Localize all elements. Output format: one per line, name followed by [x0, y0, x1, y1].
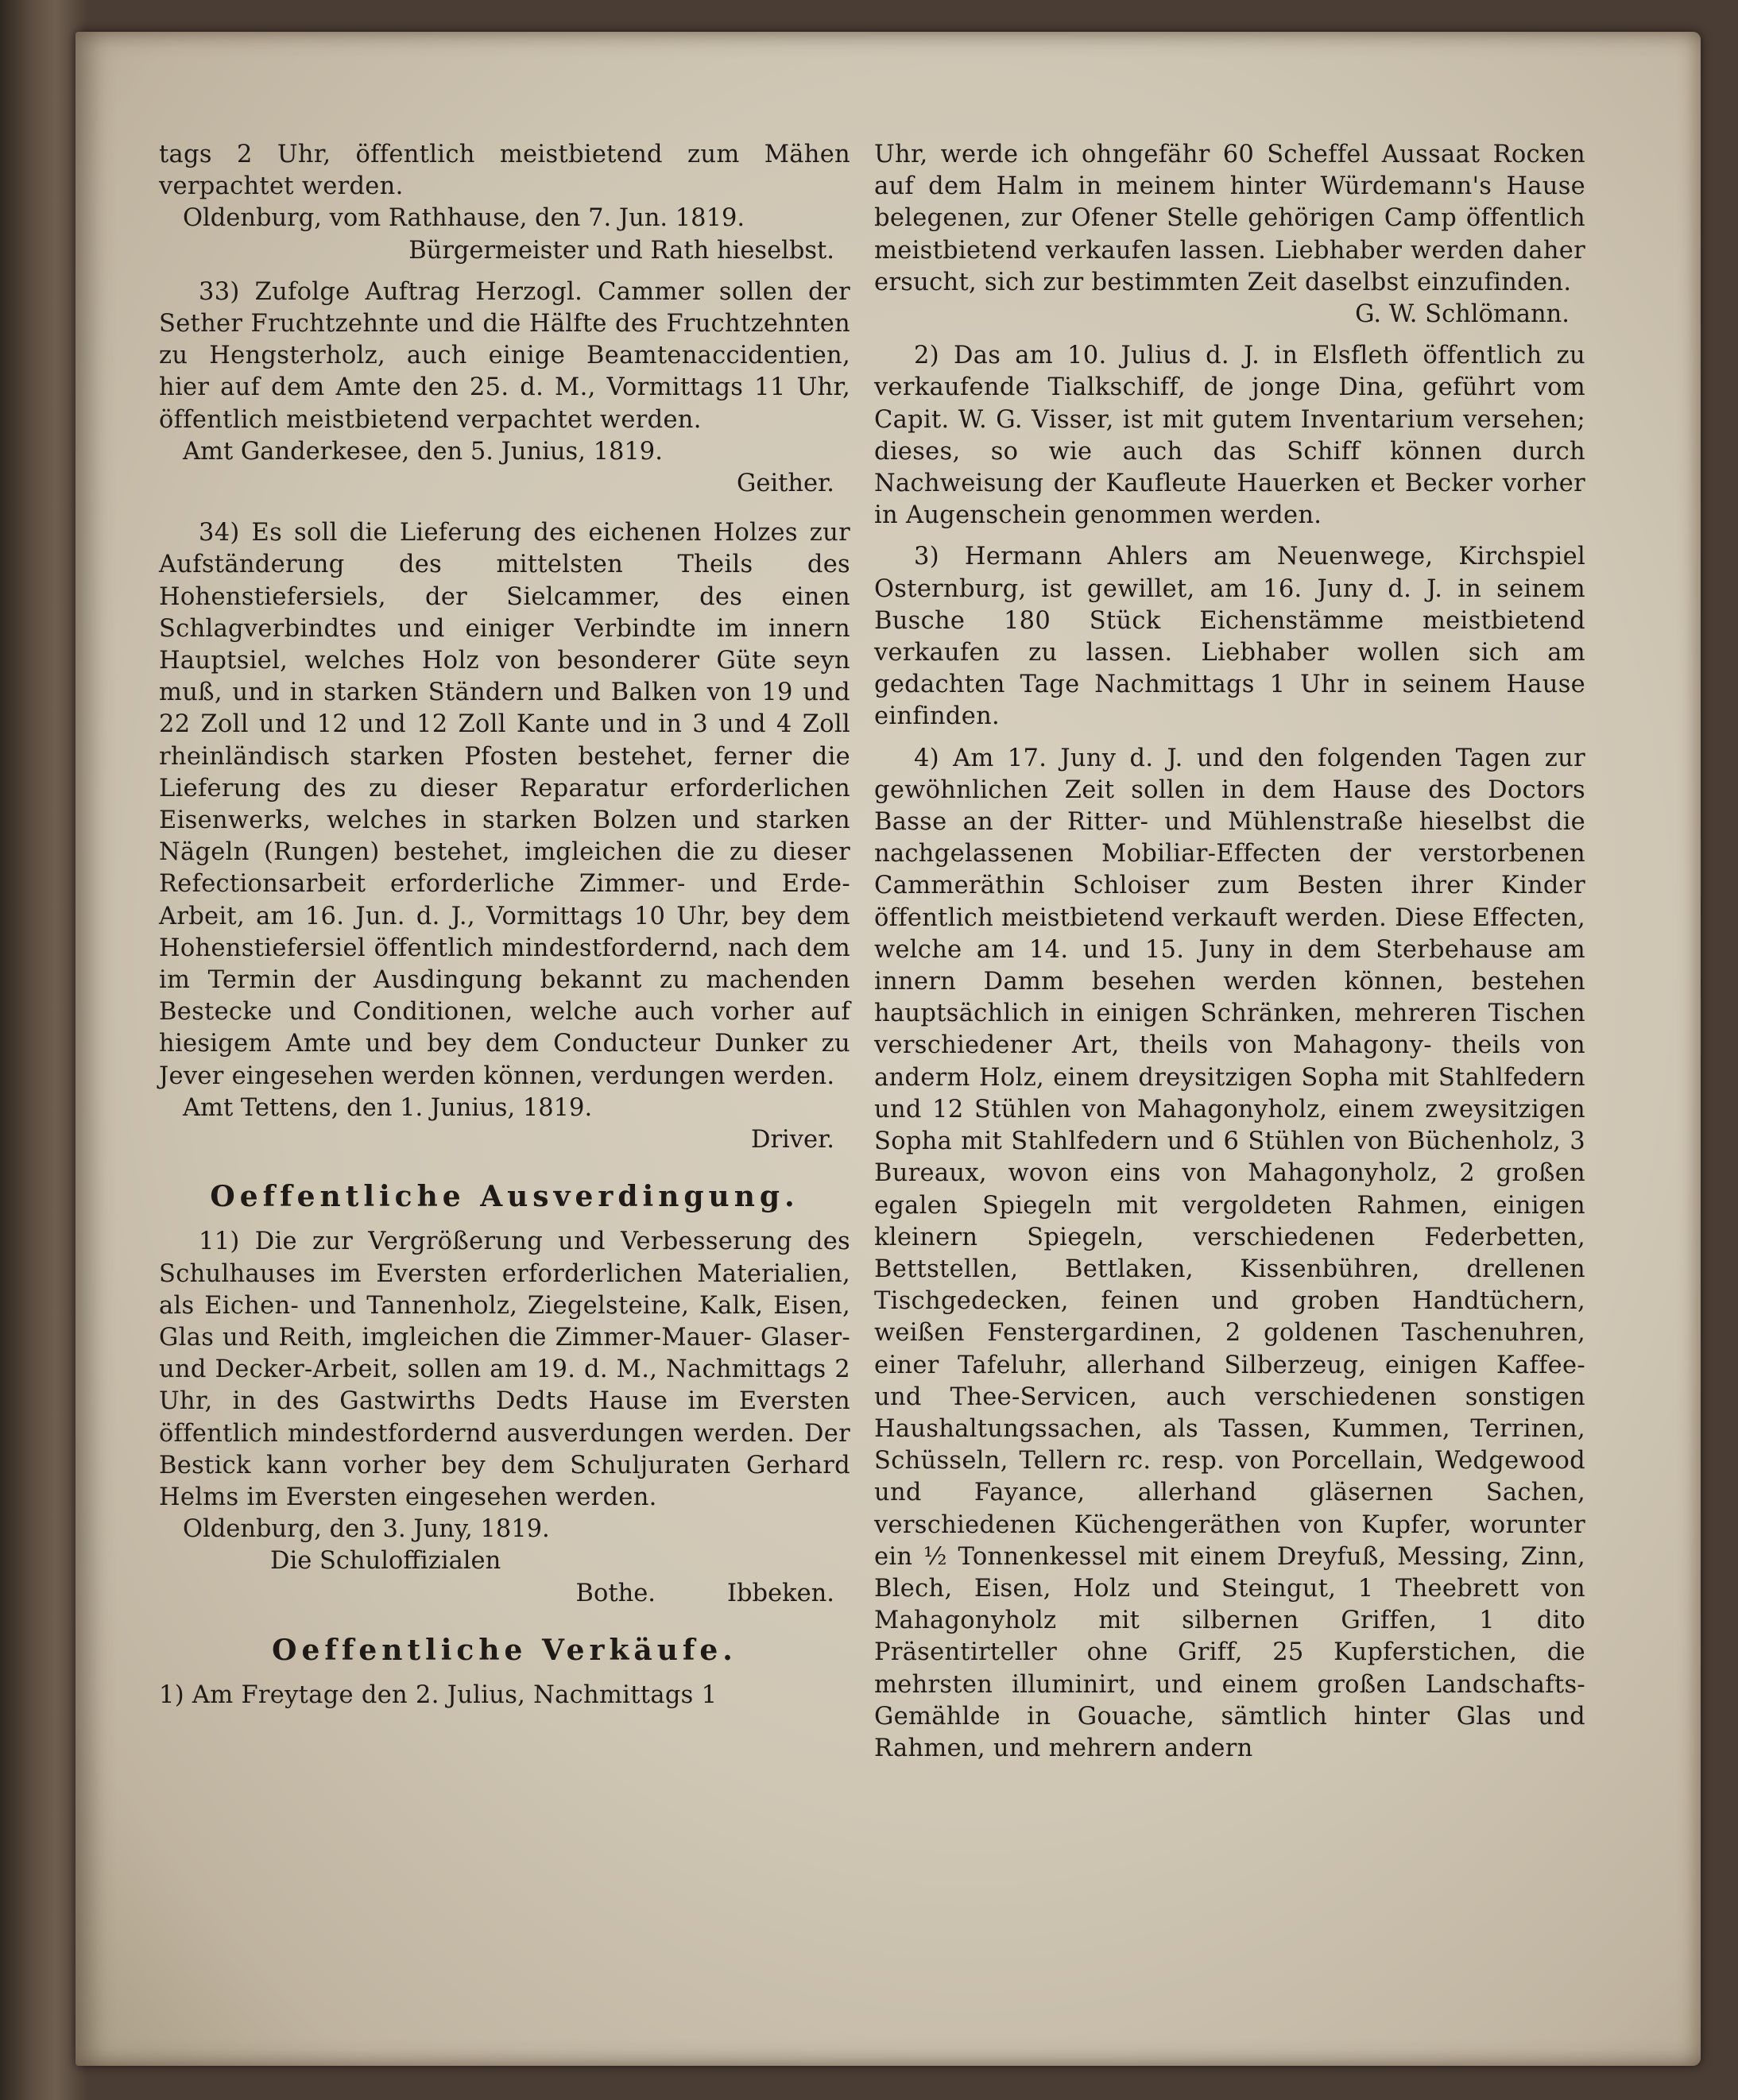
notice-4: 4) Am 17. Juny d. J. und den folgenden Tagen zur gewöhnlichen Zeit sollen in dem Hause des Doctors Basse an der Ritter- und Mühlenstraße hieselbst die nachgelassenen Mobiliar-Effecten der verstorbenen Cammeräthin Schloiser zum Besten ihrer Kinder öffentlich meistbietend verkauft werden. Diese Effecten, welche am 14. und 15. Juny in dem Sterbehause am innern Damm besehen werden können, bestehen hauptsächlich in einigen Schränken, mehreren Tischen verschiedener Art, theils von Mahagony- theils von anderm Holz, einem dreysitzigen Sopha mit Stahlfedern und 12 Stühlen von Mahagonyholz, einem zweysitzigen Sopha mit Stahlfedern und 6 Stühlen von Büchenholz, 3 Bureaux, wovon eins von Mahagonyholz, 2 großen egalen Spiegeln mit vergoldeten Rahmen, einigen kleinern Spiegeln, verschiedenen Federbetten, Bettstellen, Bettlaken, Kissenbühren, drellenen Tischgedecken, feinen und groben Handtüchern, weißen Fenstergardinen, 2 goldenen Taschenuhren, einer Tafeluhr, allerhand Silberzeug, einigen Kaffee- und Thee-Servicen, auch verschiedenen sonstigen Haushaltungssachen, als Tassen, Kummen, Terrinen, Schüsseln, Tellern rc. resp. von Porcellain, Wedgewood und Fayance, allerhand gläsernen Sachen, verschiedenen Küchengeräthen von Kupfer, worunter ein ½ Tonnenkessel mit einem Dreyfuß, Messing, Zinn, Blech, Eisen, Holz und Steingut, 1 Theebrett von Mahagonyholz mit silbernen Griffen, 1 dito Präsentirteller ohne Griff, 25 Kupferstichen, die mehrsten illuminirt, und einem großen Landschafts-Gemählde in Gouache, sämtlich hinter Glas und Rahmen, und mehrern andern: [874, 744, 1585, 1762]
notice-1-start: 1) Am Freytage den 2. Julius, Nachmittags 1: [159, 1680, 718, 1709]
newspaper-page: [75, 32, 1701, 2066]
notice-3: 3) Hermann Ahlers am Neuenwege, Kirchspiel Osternburg, ist gewillet, am 16. Juny d. J. in seinem Busche 180 Stück Eichenstämme meistbietend verkaufen zu lassen. Liebhaber wollen sich am gedachten Tage Nachmittags 1 Uhr in seinem Hause einfinden.: [874, 543, 1585, 731]
intro-paragraph: tags 2 Uhr, öffentlich meistbietend zum Mähen verpachtet werden.: [159, 141, 850, 201]
notice-11-place-date: Oldenburg, den 3. Juny, 1819.: [183, 1515, 550, 1544]
notice-1-signature: G. W. Schlömann.: [1355, 300, 1570, 329]
notice-33: 33) Zufolge Auftrag Herzogl. Cammer sollen der Sether Fruchtzehnte und die Hälfte des Fruchtzehnten zu Hengsterholz, auch einige Beamtenaccidentien, hier auf dem Amte den 25. d. M., Vormittags 11 Uhr, öffentlich meistbietend verpachtet werden.: [159, 277, 850, 434]
notice-11-signature-title: Die Schuloffizialen: [270, 1547, 501, 1576]
notice-1-continued: Uhr, werde ich ohngefähr 60 Scheffel Aussaat Rocken auf dem Halm in meinem hinter Würdemann's Hause belegenen, zur Ofener Stelle gehörigen Camp öffentlich meistbietend verkaufen lassen. Liebhaber werden daher ersucht, sich zur bestimmten Zeit daselbst einzufinden.: [874, 141, 1585, 296]
notice-2: 2) Das am 10. Julius d. J. in Elsfleth öffentlich zu verkaufende Tialkschiff, de jonge Dina, geführt vom Capit. W. G. Visser, ist mit gutem Inventarium versehen; dieses, so wie auch das Schiff können durch Nachweisung der Kaufleute Hauerken et Becker vorher in Augenschein genommen werden.: [874, 342, 1585, 530]
notice-34-signature: Driver.: [751, 1126, 834, 1154]
section-heading-verkaeufe: Oeffentliche Verkäufe.: [272, 1633, 737, 1667]
intro-signature: Bürgermeister und Rath hieselbst.: [408, 236, 834, 265]
intro-place-date: Oldenburg, vom Rathhause, den 7. Jun. 1819.: [183, 204, 745, 233]
notice-11: 11) Die zur Vergrößerung und Verbesserung des Schulhauses im Eversten erforderlichen Materialien, als Eichen- und Tannenholz, Ziegelsteine, Kalk, Eisen, Glas und Reith, imgleichen die Zimmer-Mauer- Glaser- und Decker-Arbeit, sollen am 19. d. M., Nachmittags 2 Uhr, in des Gastwirths Dedts Hause im Eversten öffentlich mindestfordernd ausverdungen werden. Der Bestick kann vorher bey dem Schuljuraten Gerhard Helms im Eversten eingesehen werden.: [159, 1228, 850, 1511]
notice-34: 34) Es soll die Lieferung des eichenen Holzes zur Aufständerung des mittelsten Theils des Hohenstiefersiels, der Sielcammer, des einen Schlagverbindtes und einiger Verbindte im innern Hauptsiel, welches Holz von besonderer Güte seyn muß, und in starken Ständern und Balken von 19 und 22 Zoll und 12 und 12 Zoll Kante und in 3 und 4 Zoll rheinländisch starken Pfosten bestehet, ferner die Lieferung des zu dieser Reparatur erforderlichen Eisenwerks, welches in starken Bolzen und starken Nägeln (Rungen) bestehet, imgleichen die zu dieser Refectionsarbeit erforderliche Zimmer- und Erde-Arbeit, am 16. Jun. d. J., Vormittags 10 Uhr, bey dem Hohenstiefersiel öffentlich mindestfordernd, nach dem im Termin der Ausdingung bekannt zu machenden Bestecke und Conditionen, welche auch vorher auf hiesigem Amte und bey dem Conducteur Dunker zu Jever eingesehen werden können, verdungen werden.: [159, 519, 850, 1090]
notice-34-place-date: Amt Tettens, den 1. Junius, 1819.: [183, 1093, 593, 1122]
signature-ibbeken: Ibbeken.: [726, 1579, 834, 1607]
notice-11-signatures: [159, 1578, 850, 1610]
right-column: [874, 139, 1585, 1765]
notice-33-signature: Geither.: [736, 470, 834, 498]
signature-bothe: Bothe.: [575, 1579, 656, 1607]
left-column: [159, 139, 850, 1711]
section-heading-ausverdingung: Oeffentliche Ausverdingung.: [210, 1180, 799, 1214]
notice-33-place-date: Amt Ganderkesee, den 5. Junius, 1819.: [183, 437, 663, 466]
